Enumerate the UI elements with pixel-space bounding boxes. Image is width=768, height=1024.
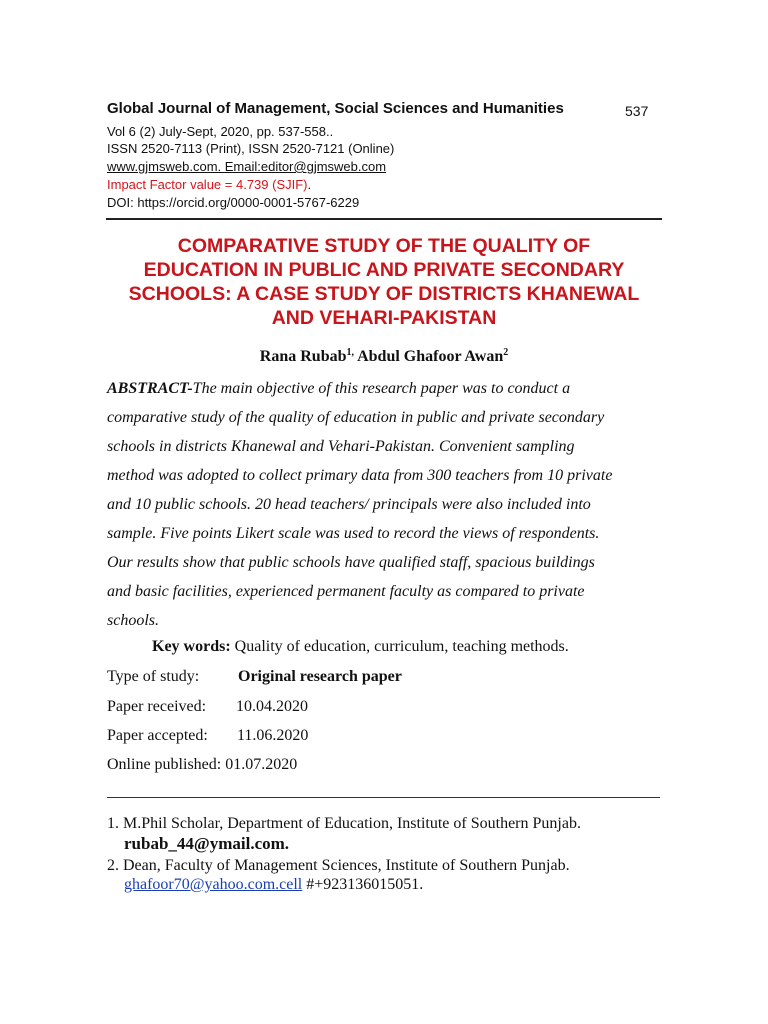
paper-title <box>90 234 678 330</box>
page-number: 537 <box>625 103 649 119</box>
abstract-line: and 10 public schools. 20 head teachers/ principals were also included into <box>107 496 591 513</box>
abstract-label: ABSTRACT- <box>107 380 193 397</box>
abstract-line: sample. Five points Likert scale was used to record the views of respondents. <box>107 525 600 542</box>
footnote-2-contact <box>124 876 423 894</box>
keywords-label: Key words: <box>152 638 231 655</box>
author-2: Abdul Ghafoor Awan <box>353 348 504 365</box>
journal-name: Global Journal of Management, Social Sciences and Humanities <box>107 100 564 117</box>
online-published <box>107 756 297 774</box>
study-type-label: Type of study: <box>107 668 200 685</box>
study-type <box>107 668 402 686</box>
title-line: EDUCATION IN PUBLIC AND PRIVATE SECONDARY <box>143 259 625 281</box>
impact-factor-period: . <box>307 177 312 192</box>
header-divider <box>106 218 662 220</box>
abstract-line: comparative study of the quality of education in public and private secondary <box>107 409 605 426</box>
footnote-1-email: rubab_44@ymail.com. <box>124 834 290 853</box>
title-line: COMPARATIVE STUDY OF THE QUALITY OF <box>177 235 591 257</box>
impact-factor-value: Impact Factor value = 4.739 (SJIF) <box>107 177 308 192</box>
journal-website-link[interactable]: www.gjmsweb.com. Email:editor@gjmsweb.com <box>107 159 387 174</box>
paper-received <box>107 698 308 716</box>
accepted-label: Paper accepted: <box>107 727 208 744</box>
issn-info: ISSN 2520-7113 (Print), ISSN 2520-7121 (Online) <box>107 141 395 156</box>
received-date: 10.04.2020 <box>236 698 308 715</box>
impact-factor <box>107 177 311 193</box>
author-list <box>0 347 768 366</box>
abstract-line: schools. <box>107 612 159 629</box>
abstract-line: method was adopted to collect primary data from 300 teachers from 10 private <box>107 467 613 484</box>
published-date: 01.07.2020 <box>225 756 298 773</box>
footnote-2-phone: #+923136015051. <box>302 876 424 893</box>
author-1-affiliation: 1, <box>346 347 354 358</box>
published-label: Online published: <box>107 756 222 773</box>
keywords <box>152 638 569 656</box>
author-2-affiliation: 2 <box>503 347 509 358</box>
footnote-divider <box>107 797 660 798</box>
study-type-value: Original research paper <box>238 668 402 685</box>
abstract-text: The main objective of this research paper was to conduct a <box>192 380 571 397</box>
abstract <box>107 374 661 635</box>
abstract-line <box>107 374 661 403</box>
author-1: Rana Rubab <box>259 348 347 365</box>
title-line: AND VEHARI-PAKISTAN <box>271 307 497 329</box>
accepted-date: 11.06.2020 <box>237 727 309 744</box>
footnote-2: 2. Dean, Faculty of Management Sciences, Institute of Southern Punjab. <box>107 857 570 874</box>
keywords-value: Quality of education, curriculum, teaching methods. <box>230 638 569 655</box>
volume-info: Vol 6 (2) July-Sept, 2020, pp. 537-558.. <box>107 124 334 139</box>
abstract-line: and basic facilities, experienced permanent faculty as compared to private <box>107 583 585 600</box>
doi-info: DOI: https://orcid.org/0000-0001-5767-6229 <box>107 195 360 210</box>
paper-accepted <box>107 727 308 745</box>
abstract-line: Our results show that public schools have qualified staff, spacious buildings <box>107 554 595 571</box>
footnote-1: 1. M.Phil Scholar, Department of Education, Institute of Southern Punjab. <box>107 815 581 832</box>
received-label: Paper received: <box>107 698 207 715</box>
abstract-line: schools in districts Khanewal and Vehari-Pakistan. Convenient sampling <box>107 438 575 455</box>
title-line: SCHOOLS: A CASE STUDY OF DISTRICTS KHANEWAL <box>128 283 640 305</box>
footnote-2-email-link[interactable]: ghafoor70@yahoo.com.cell <box>124 876 303 893</box>
